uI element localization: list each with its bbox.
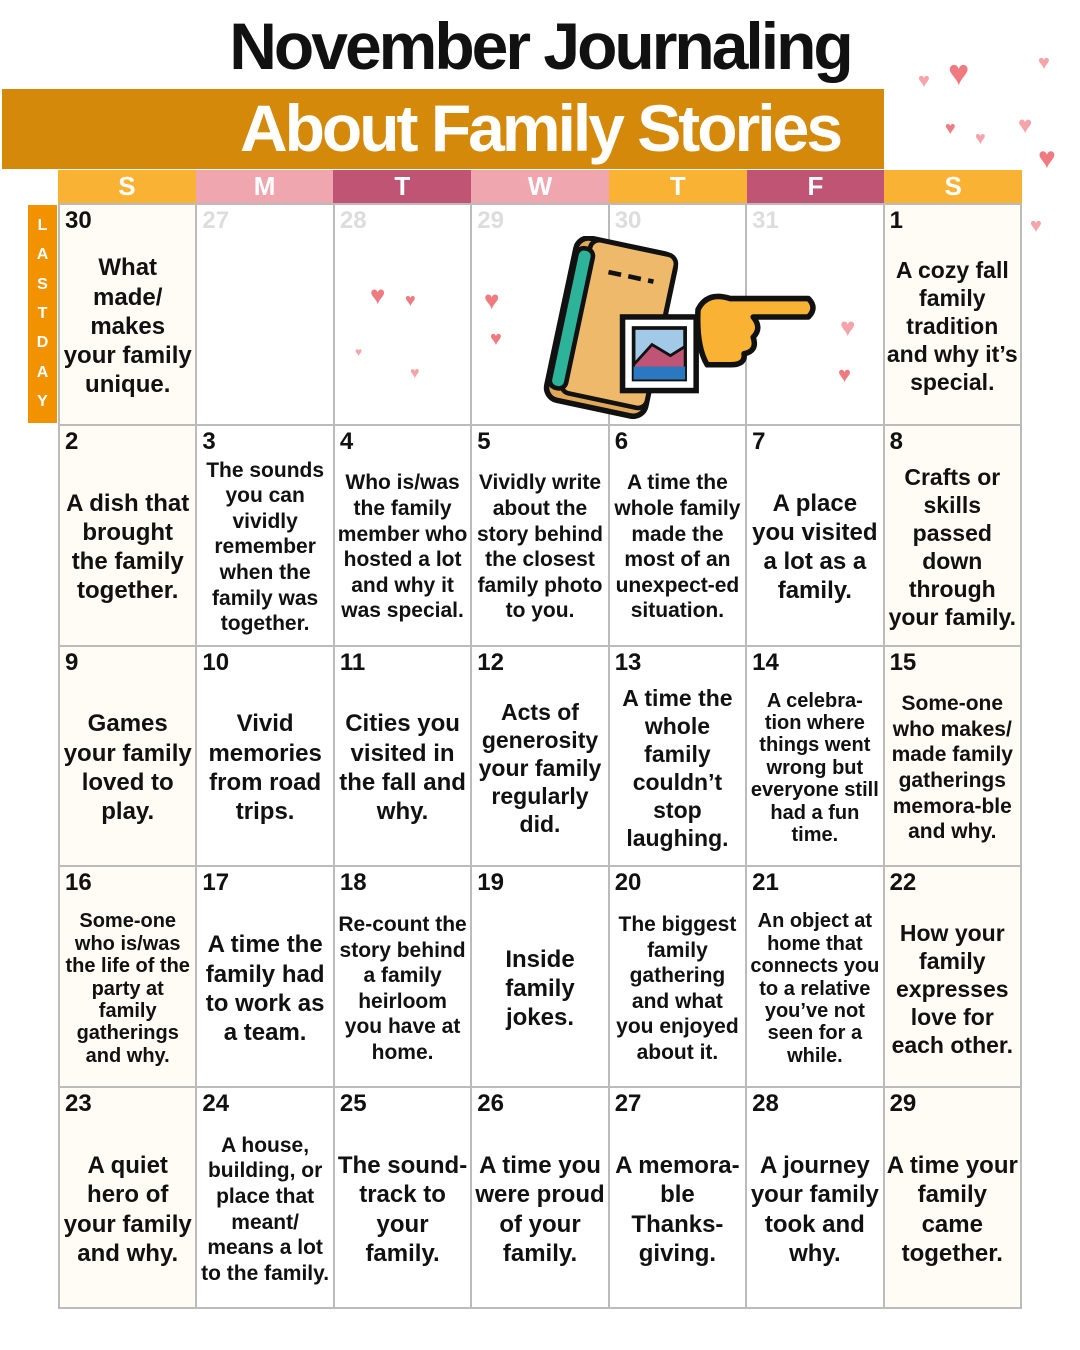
day-number: 25 [339,1090,367,1118]
journal-prompt: A time the family had to work as a team. [205,931,325,1047]
calendar-day-cell [196,425,333,646]
journal-prompt: A celebra-tion where things went wrong but everyone still had a fun time. [750,689,879,846]
day-number: 23 [65,1090,92,1118]
calendar-day-cell [471,1087,608,1308]
day-number: 16 [65,869,92,897]
journal-prompt: An object at home that connects you to a relative you’ve not seen for a while. [750,910,880,1067]
calendar-day-cell [746,646,883,867]
calendar-day-cell [334,425,471,646]
calendar-day-cell [334,1087,471,1308]
calendar-day-cell [334,646,471,867]
journal-prompt: Games your family loved to play. [63,710,192,826]
calendar-day-cell [59,204,196,425]
calendar-day-cell [471,425,608,646]
day-number: 3 [202,427,216,455]
day-number: 1 [889,207,903,234]
calendar-day-cell [59,646,196,867]
calendar-day-cell [609,425,746,646]
weekday-sunday: S [58,170,196,203]
calendar-day-cell [746,1087,883,1308]
last-day-letter: A [36,363,49,381]
day-number: 30 [65,207,92,234]
journal-prompt: A quiet hero of your family and why. [63,1152,192,1267]
journal-prompt: Crafts or skills passed down through your family. [888,464,1016,631]
day-number: 12 [477,648,504,676]
last-day-letter: D [36,334,49,352]
calendar-day-cell [884,866,1021,1087]
day-number: 10 [202,648,230,676]
calendar-day-cell [884,425,1021,646]
journal-prompt: Some-one who makes/ made family gatherings memora-ble and why. [891,692,1013,844]
calendar-day-cell [334,204,471,425]
heart-icon: ♥ [355,345,363,359]
journal-prompt: Who is/was the family member who hosted a lot and why it was special. [337,471,468,623]
day-number: 21 [752,869,779,897]
journal-prompt: Vividly write about the story behind the closest family photo to you. [476,471,603,623]
journal-prompt: Acts of generosity your family regularly did. [478,698,602,838]
day-number: 26 [477,1090,504,1118]
day-number: 30 [614,207,642,234]
day-number: 14 [752,648,779,676]
last-day-letter: L [37,216,48,234]
day-number: 6 [614,427,629,455]
calendar-day-cell [196,646,333,867]
last-day-letter: A [36,246,49,264]
day-number: 2 [65,427,79,455]
journal-prompt: A journey your family took and why. [750,1152,879,1267]
calendar-day-cell [884,204,1021,425]
calendar-day-cell [746,866,883,1087]
calendar-day-cell [196,1087,333,1308]
day-number: 29 [477,207,504,234]
day-number: 28 [339,207,367,234]
weekday-monday: M [196,170,334,203]
journal-prompt: Re-count the story behind a family heirloom you have at home. [338,912,467,1064]
day-number: 31 [752,207,779,234]
heart-icon: ♥ [1018,112,1033,139]
photo-icon [623,317,697,391]
heart-icon: ♥ [918,70,930,92]
last-day-letter: Y [37,393,48,411]
heart-icon: ♥ [975,128,986,148]
weekday-thursday: T [609,170,747,203]
day-number: 7 [752,427,766,455]
journal-prompt: A place you visited a lot as a family. [752,489,878,605]
calendar-day-cell [884,646,1021,867]
day-number: 28 [752,1090,779,1118]
calendar-day-cell [746,425,883,646]
calendar-day-cell [59,866,196,1087]
page-subtitle: About Family Stories [239,91,841,165]
heart-icon: ♥ [838,362,852,387]
pointing-hand-icon [698,296,813,364]
calendar-day-cell [196,204,333,425]
last-day-letter: S [37,275,48,293]
journal-prompt: A memora-ble Thanks-giving. [615,1152,740,1267]
heart-icon: ♥ [484,285,500,315]
heart-icon: ♥ [1038,52,1050,74]
day-number: 29 [889,1090,917,1118]
journal-prompt: Cities you visited in the fall and why. [339,710,466,826]
calendar-day-cell [609,866,746,1087]
journal-prompt: A house, building, or place that meant/ means a lot to the family. [201,1133,330,1285]
calendar-day-cell [59,425,196,646]
weekday-friday: F [747,170,885,203]
heart-icon: ♥ [405,290,416,310]
heart-icon: ♥ [948,52,970,93]
last-day-letter: T [37,304,48,322]
journal-prompt: The biggest family gathering and what you enjoyed about it. [616,912,739,1064]
day-number: 4 [339,427,354,455]
last-day-label [28,205,57,423]
day-number: 27 [614,1090,642,1118]
journal-prompt: A time the whole family made the most of an unexpect-ed situation. [614,471,741,623]
day-number: 9 [65,648,79,676]
journal-prompt: A cozy fall family tradition and why it’s special. [886,257,1018,396]
day-number: 5 [477,427,491,455]
day-number: 18 [339,869,367,897]
heart-icon: ♥ [840,312,856,342]
calendar-day-cell [471,866,608,1087]
day-number: 22 [889,869,917,897]
calendar-day-cell [471,646,608,867]
heart-icon: ♥ [490,328,502,350]
weekday-saturday: S [884,170,1022,203]
heart-icon: ♥ [410,365,420,382]
weekday-tuesday: T [333,170,471,203]
day-number: 15 [889,648,917,676]
weekday-header [58,170,1022,203]
page-title: November Journaling [229,9,851,83]
journal-prompt: A dish that brought the family together. [66,489,190,605]
journal-prompt: Some-one who is/was the life of the party at family gatherings and why. [65,910,190,1067]
journal-prompt: How your family expresses love for each other. [891,919,1013,1058]
day-number: 17 [202,869,230,897]
journal-prompt: A time your family came together. [886,1152,1018,1267]
day-number: 11 [339,648,366,676]
journal-prompt: What made/ makes your family unique. [63,254,192,399]
heart-icon: ♥ [945,118,956,138]
journal-prompt: A time you were proud of your family. [475,1152,605,1267]
calendar-day-cell [334,866,471,1087]
calendar-day-cell [609,1087,746,1308]
day-number: 24 [202,1090,230,1118]
journal-prompt: The sounds you can vividly remember when the family was together. [206,458,325,636]
calendar-day-cell [609,646,746,867]
heart-icon: ♥ [1030,215,1042,237]
journal-prompt: The sound-track to your family. [337,1152,468,1267]
journal-prompt: A time the whole family couldn’t stop laughing. [622,684,733,852]
day-number: 27 [202,207,230,234]
calendar-day-cell [59,1087,196,1308]
day-number: 8 [889,427,903,455]
calendar-day-cell [884,1087,1021,1308]
day-number: 19 [477,869,504,897]
weekday-wednesday: W [471,170,609,203]
calendar-day-cell [196,866,333,1087]
heart-icon: ♥ [370,280,386,310]
day-number: 20 [614,869,642,897]
heart-icon: ♥ [1038,142,1056,175]
day-number: 13 [614,648,642,676]
journal-prompt: Inside family jokes. [505,945,575,1032]
journal-prompt: Vivid memories from road trips. [208,710,322,826]
journal-pointing-hand-illustration [530,236,820,420]
